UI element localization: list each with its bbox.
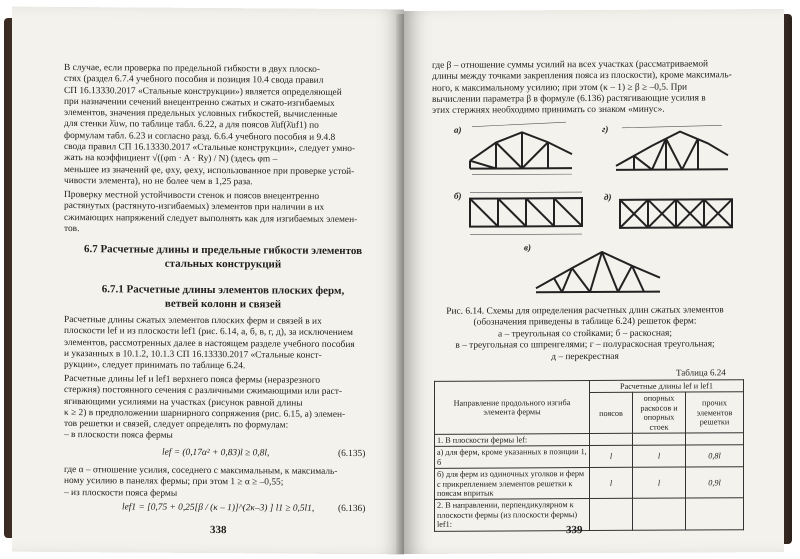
formula-6-135 <box>162 448 282 460</box>
formula-6-136-number <box>338 504 365 515</box>
heading-line: ветвей колонн и связей <box>164 297 282 311</box>
text-line: меньшее из значений φe, φxy, φexy, использованное при проверке устой- <box>64 164 355 177</box>
text-line: вычислении параметра β в формуле (6.136) растягивающие усилия в <box>432 93 706 105</box>
text-line: тов решетки и связей, следует определять по формулам: <box>64 419 289 431</box>
text-line: – в плоскости пояса фермы <box>64 430 173 442</box>
text-line: плоскости lef и из плоскости lef1 (рис. 6.14, а, б, в, г, д), за исключением <box>64 326 353 339</box>
diagram-label-g: г) <box>602 123 609 134</box>
formula-text: lef = (0,17α² + 0,83)l ≥ 0,8l, <box>162 447 270 459</box>
col-group-header: Расчетные длины lef и lef1 <box>590 380 744 393</box>
caption-line: в – треугольная со шпренгелями; г – полураскосная треугольная; <box>455 339 715 351</box>
col-other-header: прочих элементов решетки <box>686 392 744 433</box>
text-line: стержня) постоянного сечения с различными сжимающими или раст- <box>64 385 342 398</box>
text-line: κ ≥ 2) в предположении шарнирного сопряжения (рис. 6.15, а) элемен- <box>64 407 346 420</box>
text-line: Проверку местной устойчивости стенок и поясов внецентренно <box>64 189 320 202</box>
truss-diagram-b <box>466 188 586 239</box>
section-heading-6-7 <box>64 242 382 272</box>
page-number-left: 338 <box>210 524 227 537</box>
local-stability-paragraph <box>64 190 382 237</box>
text-line: В случае, если проверка по предельной гибкости в двух плоско- <box>64 62 320 75</box>
col-support-header: опорных раскосов и опорных стоек <box>633 392 686 433</box>
table-row <box>435 498 744 531</box>
text-line: рукции», следует принимать по таблице 6.24. <box>64 360 246 372</box>
text-line: при назначении сечений внецентренно сжатых и сжато-изгибаемых <box>64 96 335 109</box>
text-line: – из плоскости пояса фермы <box>64 487 178 499</box>
text-line: тов. <box>64 223 80 234</box>
diagram-label-d: д) <box>604 191 612 202</box>
col-direction-header: Направление продольного изгиба элемента фермы <box>435 381 590 435</box>
text-line: Расчетные длины lef и lef1 верхнего пояса фермы (неразрезного <box>64 373 321 386</box>
text-line: свода правил СП 16.13330.2017 «Стальные конструкции», следует умно- <box>64 142 356 155</box>
truss-diagram-v <box>532 242 664 301</box>
cell-chords: l <box>590 468 633 499</box>
text-line: элементов, значения предельных условных гибкостей, вычисленные <box>64 108 338 121</box>
beta-definition-paragraph <box>432 59 744 117</box>
heading-line: 6.7.1 Расчетные длины элементов плоских ферм, <box>101 283 345 297</box>
row-label: б) для ферм из одиночных уголков и ферм с прикреплением элементов решетки к поясам впритык <box>435 468 590 500</box>
text-line: чивости элемента), но не более чем в 1,25 раза. <box>64 175 253 188</box>
effective-length-paragraph <box>64 315 382 374</box>
row-label: 1. В плоскости фермы lef: <box>435 434 590 447</box>
left-page <box>12 7 404 555</box>
text-line: где β – отношение суммы усилий на всех участках (рассматриваемой <box>432 59 709 71</box>
text-line: сжимающих напряжений следует выполнять как для изгибаемых элемен- <box>64 212 358 225</box>
heading-line: 6.7 Расчетные длины и предельные гибкости элементов <box>83 243 363 258</box>
cell-other <box>686 498 744 530</box>
text-line: растянутых (растянуто-изгибаемых) элементов при наличии в их <box>64 201 325 214</box>
formula-6-136 <box>122 502 314 515</box>
row-label: а) для ферм, кроме указанных в позиции 1, б <box>435 446 590 469</box>
text-line: длины между точками закрепления пояса из плоскости), кроме максималь- <box>432 70 732 83</box>
formula-number: (6.136) <box>338 503 366 515</box>
intro-paragraph <box>64 63 382 189</box>
text-line: Расчетные длины сжатых элементов плоских ферм и связей в их <box>64 314 322 327</box>
section-heading-6-7-1 <box>64 282 382 312</box>
cell-chords: l <box>590 446 633 468</box>
truss-diagram-d <box>616 189 736 240</box>
text-line: и указанных в 10.1.2, 10.1.3 СП 16.13330.2017 «Стальные конст- <box>64 348 322 361</box>
col-chords-header: поясов <box>590 393 633 434</box>
caption-line: Рис. 6.14. Схемы для определения расчетных длин сжатых элементов <box>446 305 724 317</box>
text-line: ягивающими усилиями на участках (рисунок равной длины <box>64 396 303 409</box>
table-title: Таблица 6.24 <box>676 367 726 378</box>
truss-diagram-a <box>466 120 576 179</box>
text-line: ному усилию в панелях фермы; при этом 1 ≥ α ≥ –0,55; <box>64 476 284 488</box>
alpha-definition-paragraph <box>64 465 382 501</box>
cell-support <box>633 498 686 529</box>
cell-chords <box>590 433 633 446</box>
table-row <box>435 467 744 500</box>
cell-support <box>633 433 686 446</box>
caption-line: (обозначения приведены в таблице 6.24) решеток ферм: <box>473 316 697 329</box>
top-chord-paragraph <box>64 374 382 444</box>
text-line: элементов, рассмотренных далее в настоящем разделе учебного пособия <box>64 337 355 350</box>
formula-6-135-number <box>338 449 365 460</box>
table-row <box>435 445 744 468</box>
diagram-label-v: в) <box>524 242 532 253</box>
text-line: стях (раздел 6.7.4 учебного пособия и позиция 10.4 свода правил <box>64 74 324 87</box>
cell-support: l <box>633 467 686 498</box>
cell-other: 0,9l <box>686 467 744 499</box>
cell-other <box>686 433 744 446</box>
row-label: 2. В направлении, перпендикулярном к плоскости фермы (из плоскости фермы) lef1: <box>435 499 590 531</box>
text-line: жать на коэффициент √((φm · A · Ry) / N) (здесь φm – <box>64 153 278 165</box>
formula-number: (6.135) <box>338 448 366 460</box>
caption-line: а – треугольная со стойками; б – раскосная; <box>498 328 672 340</box>
text-line: формулам табл. 6.23 и согласно разд. 6.6.4 учебного пособия и 9.4.8 <box>64 130 336 143</box>
figure-caption <box>420 305 750 364</box>
diagram-label-a: а) <box>454 124 462 135</box>
cell-support: l <box>633 445 686 467</box>
caption-line: д – перекрестная <box>551 351 619 362</box>
diagram-label-b: б) <box>454 190 462 201</box>
text-line: этих стержнях необходимо принимать со знаком «минус». <box>432 104 665 117</box>
page-number-right: 339 <box>566 524 583 537</box>
effective-length-table <box>434 379 744 531</box>
text-line: ного, к максимальному усилию; при этом (κ – 1) ≥ β ≥ –0,5. При <box>432 82 688 94</box>
text-line: для стенки λ̄uw, по таблице табл. 6.22, а для поясов λ̄uf(λ̄uf1) по <box>64 119 319 132</box>
right-page <box>404 9 784 554</box>
cell-chords <box>590 499 633 530</box>
cell-other: 0,8l <box>686 445 744 467</box>
text-line: СП 16.13330.2017 «Стальные конструкции») является определяющей <box>64 85 342 98</box>
formula-text: lef1 = [0,75 + 0,25[β / (κ – 1)]^(2κ–3) ] l1 ≥ 0,5l1, <box>122 502 315 514</box>
truss-diagram-g <box>612 121 732 178</box>
text-line: где α – отношение усилия, соседнего с максимальным, к максималь- <box>64 464 338 477</box>
heading-line: стальных конструкций <box>164 257 282 271</box>
